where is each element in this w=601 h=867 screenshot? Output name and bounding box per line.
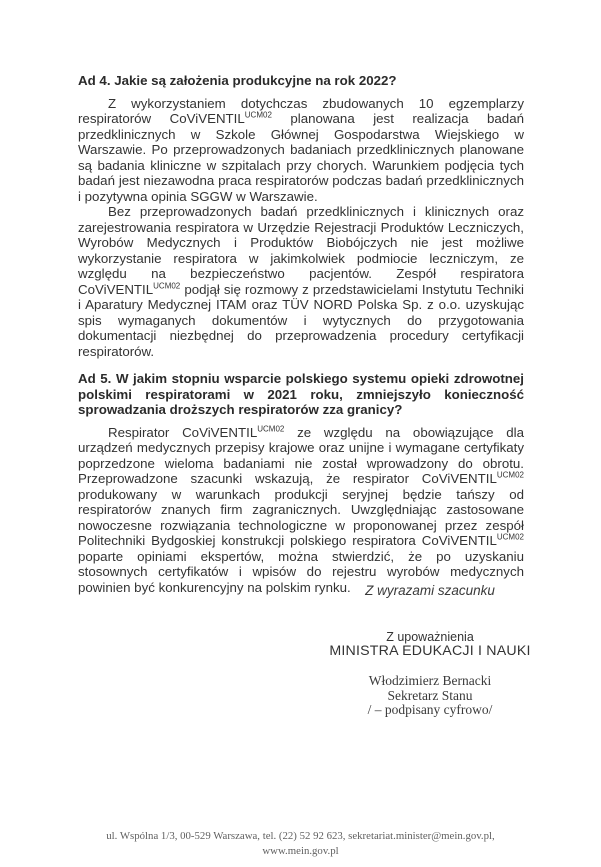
footer-contact xyxy=(0,829,601,859)
ad5-question-heading: Ad 5. W jakim stopniu wsparcie polskiego systemu opieki zdrowotnej polskimi respiratorami w 2021 roku, zmniejszyło konieczność sprowadzania droższych respiratorów zza granicy? xyxy=(78,371,524,417)
signature-authorization: Z upoważnienia xyxy=(386,630,474,644)
text-run: produkowany w warunkach produkcji seryjnej będzie tańszy od respiratorów znanych firm zagranicznych. Uwzględniając zastosowane nowoczesne rozwiązania technologiczne w proponowanej przez zespół Politechniki Bydgoskiej konstrukcji polskiego respiratora CoViVENTIL xyxy=(78,486,524,548)
ad5-paragraph-1 xyxy=(78,425,524,596)
product-model-superscript: UCM02 xyxy=(244,110,272,120)
product-model-superscript: UCM02 xyxy=(496,532,524,542)
product-model-superscript: UCM02 xyxy=(257,424,285,434)
text-run: planowana jest realizacja badań przedklinicznych w Szkole Głównej Gospodarstwa Wiejskiego w Warszawie. Po przeprowadzonych badaniach przedklinicznych planowane są badania kliniczne w szpitalach przy chorych. Warunkiem podjęcia tych badań jest niezawodna praca respiratorów podczas badań przedklinicznych i pozytywna opinia SGGW w Warszawie. xyxy=(78,111,524,204)
closing-valediction: Z wyrazami szacunku xyxy=(365,583,495,598)
signer-title: Sekretarz Stanu xyxy=(387,687,473,703)
signer-name: Włodzimierz Bernacki xyxy=(368,673,492,688)
product-model-superscript: UCM02 xyxy=(496,470,524,480)
footer-website: www.mein.gov.pl xyxy=(262,845,339,857)
text-run: Bez przeprowadzonych badań przedklinicznych i klinicznych oraz zarejestrowania respiratora w Urzędzie Rejestracji Produktów Leczniczych, Wyrobów Medycznych i Produktów Biobójczych nie jest możliwe wykorzystanie respiratora w jakimkolwiek podmiocie leczniczym, ze względu na bezpieczeństwo pacjentów. Zespół respiratora CoViVENTIL xyxy=(78,204,524,297)
footer-address-line: ul. Wspólna 1/3, 00-529 Warszawa, tel. (22) 52 92 623, sekretariat.minister@mein.gov.pl, xyxy=(106,830,495,842)
ad4-paragraph-2 xyxy=(78,204,524,359)
text-run: ze względu na obowiązujące dla urządzeń medycznych przepisy krajowe oraz unijne i wymagane certyfikaty poprzedzone wieloma badaniami nie został wprowadzony do obrotu. Przeprowadzone szacunki wskazują, że respirator CoViVENTIL xyxy=(78,424,524,486)
text-run: poparte opiniami ekspertów, można stwierdzić, że po uzyskaniu stosownych certyfikatów i wpisów do rejestru wyrobów medycznych powinien być konkurencyjny na polskim rynku. xyxy=(78,548,524,595)
text-run: podjął się rozmowy z przedstawicielami Instytutu Techniki i Aparatury Medycznej ITAM oraz TÜV NORD Polska Sp. z o.o. uzyskując spis wymaganych dokumentów i wytycznych do przygotowania dokumentacji niezbędnej do przeprowadzenia procedury certyfikacji respiratorów. xyxy=(78,281,524,359)
signature-block xyxy=(300,630,560,659)
text-run: Respirator CoViVENTIL xyxy=(108,424,258,440)
letter-body xyxy=(78,73,524,595)
signer-block xyxy=(300,674,560,718)
product-model-superscript: UCM02 xyxy=(153,281,181,291)
text-run: Z wykorzystaniem dotychczas zbudowanych 10 egzemplarzy respiratorów CoViVENTIL xyxy=(78,95,524,126)
signature-digital-note: / – podpisany cyfrowo/ xyxy=(367,702,493,717)
ad4-paragraph-1 xyxy=(78,96,524,205)
ad4-question-heading: Ad 4. Jakie są założenia produkcyjne na rok 2022? xyxy=(78,73,397,88)
signature-office: MINISTRA EDUKACJI I NAUKI xyxy=(329,643,531,659)
